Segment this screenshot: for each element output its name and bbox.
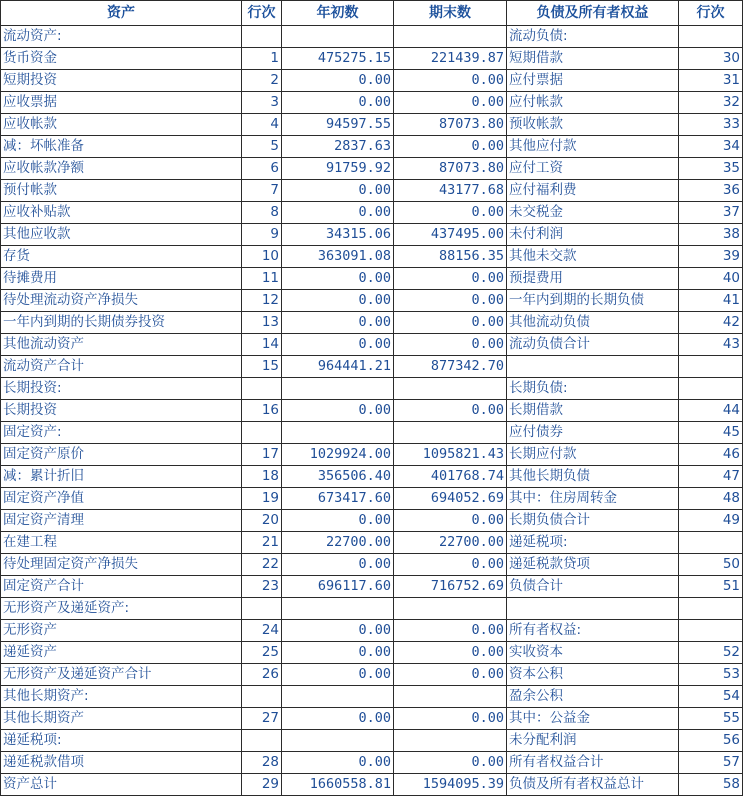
closing-value — [394, 686, 507, 708]
asset-row-no: 29 — [242, 774, 282, 796]
liability-label: 短期借款 — [507, 48, 679, 70]
asset-label: 应收帐款净额 — [1, 158, 242, 180]
asset-label: 固定资产: — [1, 422, 242, 444]
table-row — [1, 576, 743, 598]
table-row — [1, 444, 743, 466]
liability-label — [507, 356, 679, 378]
liability-label: 其他长期负债 — [507, 466, 679, 488]
asset-row-no: 18 — [242, 466, 282, 488]
opening-value: 0.00 — [282, 510, 394, 532]
opening-value: 0.00 — [282, 202, 394, 224]
opening-value: 22700.00 — [282, 532, 394, 554]
closing-value: 221439.87 — [394, 48, 507, 70]
liability-label: 预提费用 — [507, 268, 679, 290]
liability-row-no: 36 — [679, 180, 743, 202]
asset-label: 其他长期资产: — [1, 686, 242, 708]
table-row — [1, 290, 743, 312]
table-row — [1, 554, 743, 576]
opening-value: 94597.55 — [282, 114, 394, 136]
closing-value: 0.00 — [394, 554, 507, 576]
asset-label: 一年内到期的长期债券投资 — [1, 312, 242, 334]
liability-row-no — [679, 598, 743, 620]
closing-value: 0.00 — [394, 70, 507, 92]
asset-row-no: 16 — [242, 400, 282, 422]
liability-row-no: 33 — [679, 114, 743, 136]
liability-label: 其中：住房周转金 — [507, 488, 679, 510]
asset-row-no: 1 — [242, 48, 282, 70]
closing-value: 437495.00 — [394, 224, 507, 246]
opening-value: 1660558.81 — [282, 774, 394, 796]
opening-value: 0.00 — [282, 180, 394, 202]
closing-value — [394, 26, 507, 48]
closing-value: 1095821.43 — [394, 444, 507, 466]
closing-value: 0.00 — [394, 752, 507, 774]
closing-value: 0.00 — [394, 92, 507, 114]
opening-value — [282, 598, 394, 620]
asset-row-no: 8 — [242, 202, 282, 224]
liability-row-no — [679, 378, 743, 400]
asset-label: 递延税款借项 — [1, 752, 242, 774]
closing-value: 43177.68 — [394, 180, 507, 202]
liability-row-no — [679, 620, 743, 642]
header-opening: 年初数 — [282, 1, 394, 26]
asset-row-no: 25 — [242, 642, 282, 664]
liability-row-no — [679, 356, 743, 378]
table-row — [1, 730, 743, 752]
liability-label: 流动负债合计 — [507, 334, 679, 356]
asset-row-no: 28 — [242, 752, 282, 774]
liability-row-no: 55 — [679, 708, 743, 730]
asset-label: 流动资产: — [1, 26, 242, 48]
table-row — [1, 466, 743, 488]
asset-row-no: 11 — [242, 268, 282, 290]
liability-label: 其他未交款 — [507, 246, 679, 268]
asset-label: 固定资产清理 — [1, 510, 242, 532]
liability-row-no: 34 — [679, 136, 743, 158]
liability-label: 资本公积 — [507, 664, 679, 686]
table-row — [1, 642, 743, 664]
liability-row-no: 42 — [679, 312, 743, 334]
table-row — [1, 180, 743, 202]
asset-label: 长期投资: — [1, 378, 242, 400]
liability-label: 未交税金 — [507, 202, 679, 224]
liability-row-no — [679, 532, 743, 554]
liability-label: 所有者权益: — [507, 620, 679, 642]
opening-value: 363091.08 — [282, 246, 394, 268]
asset-row-no: 23 — [242, 576, 282, 598]
closing-value: 0.00 — [394, 510, 507, 532]
asset-row-no — [242, 26, 282, 48]
opening-value: 475275.15 — [282, 48, 394, 70]
asset-label: 无形资产及递延资产: — [1, 598, 242, 620]
asset-label: 递延税项: — [1, 730, 242, 752]
liability-row-no: 49 — [679, 510, 743, 532]
opening-value: 0.00 — [282, 92, 394, 114]
opening-value — [282, 686, 394, 708]
asset-row-no: 7 — [242, 180, 282, 202]
liability-row-no: 31 — [679, 70, 743, 92]
table-body — [1, 26, 743, 796]
opening-value: 356506.40 — [282, 466, 394, 488]
header-closing: 期末数 — [394, 1, 507, 26]
asset-row-no: 14 — [242, 334, 282, 356]
liability-label: 应付工资 — [507, 158, 679, 180]
asset-label: 其他流动资产 — [1, 334, 242, 356]
table-row — [1, 48, 743, 70]
table-row — [1, 774, 743, 796]
table-row — [1, 92, 743, 114]
asset-row-no: 10 — [242, 246, 282, 268]
closing-value: 0.00 — [394, 334, 507, 356]
closing-value: 87073.80 — [394, 114, 507, 136]
asset-label: 存货 — [1, 246, 242, 268]
liability-row-no: 41 — [679, 290, 743, 312]
opening-value: 0.00 — [282, 70, 394, 92]
asset-row-no: 21 — [242, 532, 282, 554]
liability-row-no: 53 — [679, 664, 743, 686]
opening-value: 0.00 — [282, 312, 394, 334]
table-row — [1, 400, 743, 422]
liability-row-no: 43 — [679, 334, 743, 356]
liability-row-no: 38 — [679, 224, 743, 246]
table-row — [1, 422, 743, 444]
opening-value: 2837.63 — [282, 136, 394, 158]
liability-label: 长期负债: — [507, 378, 679, 400]
liability-row-no: 46 — [679, 444, 743, 466]
opening-value: 696117.60 — [282, 576, 394, 598]
closing-value: 0.00 — [394, 708, 507, 730]
liability-label: 应付帐款 — [507, 92, 679, 114]
table-row — [1, 70, 743, 92]
opening-value — [282, 730, 394, 752]
asset-row-no: 15 — [242, 356, 282, 378]
table-row — [1, 488, 743, 510]
liability-row-no: 54 — [679, 686, 743, 708]
asset-row-no: 24 — [242, 620, 282, 642]
table-row — [1, 686, 743, 708]
asset-row-no: 20 — [242, 510, 282, 532]
liability-row-no: 56 — [679, 730, 743, 752]
liability-label: 一年内到期的长期负债 — [507, 290, 679, 312]
liability-label: 负债合计 — [507, 576, 679, 598]
asset-row-no: 22 — [242, 554, 282, 576]
liability-label: 长期负债合计 — [507, 510, 679, 532]
asset-label: 货币资金 — [1, 48, 242, 70]
table-row — [1, 752, 743, 774]
table-row — [1, 510, 743, 532]
header-row-no-right: 行次 — [679, 1, 743, 26]
liability-label: 所有者权益合计 — [507, 752, 679, 774]
liability-label: 未付利润 — [507, 224, 679, 246]
asset-label: 预付帐款 — [1, 180, 242, 202]
asset-label: 固定资产原价 — [1, 444, 242, 466]
asset-label: 无形资产 — [1, 620, 242, 642]
closing-value: 0.00 — [394, 312, 507, 334]
table-row — [1, 378, 743, 400]
closing-value: 87073.80 — [394, 158, 507, 180]
asset-row-no: 4 — [242, 114, 282, 136]
table-row — [1, 598, 743, 620]
liability-label: 递延税款贷项 — [507, 554, 679, 576]
closing-value: 0.00 — [394, 664, 507, 686]
closing-value: 0.00 — [394, 620, 507, 642]
opening-value: 0.00 — [282, 334, 394, 356]
liability-row-no: 44 — [679, 400, 743, 422]
liability-label: 长期应付款 — [507, 444, 679, 466]
asset-row-no: 26 — [242, 664, 282, 686]
closing-value: 0.00 — [394, 202, 507, 224]
liability-row-no: 37 — [679, 202, 743, 224]
liability-row-no: 58 — [679, 774, 743, 796]
closing-value: 877342.70 — [394, 356, 507, 378]
asset-row-no — [242, 378, 282, 400]
liability-label: 负债及所有者权益总计 — [507, 774, 679, 796]
table-row — [1, 312, 743, 334]
table-row — [1, 114, 743, 136]
asset-label: 其他应收款 — [1, 224, 242, 246]
asset-label: 其他长期资产 — [1, 708, 242, 730]
asset-label: 待处理流动资产净损失 — [1, 290, 242, 312]
table-row — [1, 532, 743, 554]
asset-label: 待处理固定资产净损失 — [1, 554, 242, 576]
asset-label: 在建工程 — [1, 532, 242, 554]
asset-row-no: 9 — [242, 224, 282, 246]
liability-label: 其他流动负债 — [507, 312, 679, 334]
asset-row-no: 3 — [242, 92, 282, 114]
closing-value: 0.00 — [394, 642, 507, 664]
header-row-no: 行次 — [242, 1, 282, 26]
closing-value: 0.00 — [394, 400, 507, 422]
opening-value: 0.00 — [282, 554, 394, 576]
asset-row-no — [242, 422, 282, 444]
asset-row-no: 27 — [242, 708, 282, 730]
closing-value: 1594095.39 — [394, 774, 507, 796]
liability-label: 未分配利润 — [507, 730, 679, 752]
closing-value: 0.00 — [394, 268, 507, 290]
closing-value — [394, 730, 507, 752]
asset-label: 固定资产合计 — [1, 576, 242, 598]
closing-value: 401768.74 — [394, 466, 507, 488]
asset-row-no: 6 — [242, 158, 282, 180]
table-row — [1, 664, 743, 686]
closing-value — [394, 378, 507, 400]
liability-label: 递延税项: — [507, 532, 679, 554]
asset-label: 待摊费用 — [1, 268, 242, 290]
liability-label: 其中：公益金 — [507, 708, 679, 730]
table-row — [1, 136, 743, 158]
asset-row-no — [242, 598, 282, 620]
opening-value: 0.00 — [282, 290, 394, 312]
asset-label: 应收票据 — [1, 92, 242, 114]
table-row — [1, 268, 743, 290]
closing-value: 88156.35 — [394, 246, 507, 268]
asset-label: 递延资产 — [1, 642, 242, 664]
liability-row-no: 40 — [679, 268, 743, 290]
asset-label: 无形资产及递延资产合计 — [1, 664, 242, 686]
asset-label: 流动资产合计 — [1, 356, 242, 378]
closing-value: 694052.69 — [394, 488, 507, 510]
asset-label: 减：累计折旧 — [1, 466, 242, 488]
table-row — [1, 620, 743, 642]
header-row — [1, 1, 743, 26]
opening-value: 0.00 — [282, 400, 394, 422]
asset-row-no: 19 — [242, 488, 282, 510]
liability-row-no: 32 — [679, 92, 743, 114]
table-row — [1, 708, 743, 730]
liability-label: 应付福利费 — [507, 180, 679, 202]
opening-value: 0.00 — [282, 620, 394, 642]
opening-value: 91759.92 — [282, 158, 394, 180]
closing-value: 0.00 — [394, 136, 507, 158]
liability-label: 盈余公积 — [507, 686, 679, 708]
closing-value — [394, 598, 507, 620]
asset-label: 减：坏帐准备 — [1, 136, 242, 158]
liability-label: 应付债券 — [507, 422, 679, 444]
asset-label: 长期投资 — [1, 400, 242, 422]
opening-value: 0.00 — [282, 642, 394, 664]
asset-label: 应收帐款 — [1, 114, 242, 136]
liability-row-no — [679, 26, 743, 48]
liability-row-no: 30 — [679, 48, 743, 70]
liability-label: 实收资本 — [507, 642, 679, 664]
asset-label: 应收补贴款 — [1, 202, 242, 224]
liability-label: 其他应付款 — [507, 136, 679, 158]
opening-value: 1029924.00 — [282, 444, 394, 466]
closing-value: 0.00 — [394, 290, 507, 312]
liability-row-no: 47 — [679, 466, 743, 488]
liability-row-no: 39 — [679, 246, 743, 268]
liability-row-no: 50 — [679, 554, 743, 576]
asset-label: 资产总计 — [1, 774, 242, 796]
liability-row-no: 48 — [679, 488, 743, 510]
liability-label: 预收帐款 — [507, 114, 679, 136]
table-row — [1, 246, 743, 268]
opening-value: 0.00 — [282, 268, 394, 290]
liability-row-no: 51 — [679, 576, 743, 598]
header-assets: 资产 — [1, 1, 242, 26]
asset-row-no: 13 — [242, 312, 282, 334]
opening-value: 0.00 — [282, 664, 394, 686]
asset-label: 固定资产净值 — [1, 488, 242, 510]
asset-row-no — [242, 686, 282, 708]
opening-value: 673417.60 — [282, 488, 394, 510]
liability-row-no: 35 — [679, 158, 743, 180]
opening-value: 34315.06 — [282, 224, 394, 246]
liability-row-no: 45 — [679, 422, 743, 444]
table-row — [1, 26, 743, 48]
table-row — [1, 356, 743, 378]
liability-label: 长期借款 — [507, 400, 679, 422]
asset-row-no: 17 — [242, 444, 282, 466]
table-row — [1, 202, 743, 224]
opening-value: 0.00 — [282, 752, 394, 774]
asset-row-no: 5 — [242, 136, 282, 158]
opening-value — [282, 26, 394, 48]
closing-value: 22700.00 — [394, 532, 507, 554]
asset-row-no — [242, 730, 282, 752]
asset-label: 短期投资 — [1, 70, 242, 92]
liability-label: 流动负债: — [507, 26, 679, 48]
liability-row-no: 57 — [679, 752, 743, 774]
table-row — [1, 334, 743, 356]
table-row — [1, 158, 743, 180]
closing-value: 716752.69 — [394, 576, 507, 598]
opening-value — [282, 422, 394, 444]
closing-value — [394, 422, 507, 444]
asset-row-no: 2 — [242, 70, 282, 92]
asset-row-no: 12 — [242, 290, 282, 312]
header-liabilities: 负债及所有者权益 — [507, 1, 679, 26]
liability-row-no: 52 — [679, 642, 743, 664]
table-row — [1, 224, 743, 246]
opening-value — [282, 378, 394, 400]
opening-value: 0.00 — [282, 708, 394, 730]
liability-label — [507, 598, 679, 620]
opening-value: 964441.21 — [282, 356, 394, 378]
liability-label: 应付票据 — [507, 70, 679, 92]
